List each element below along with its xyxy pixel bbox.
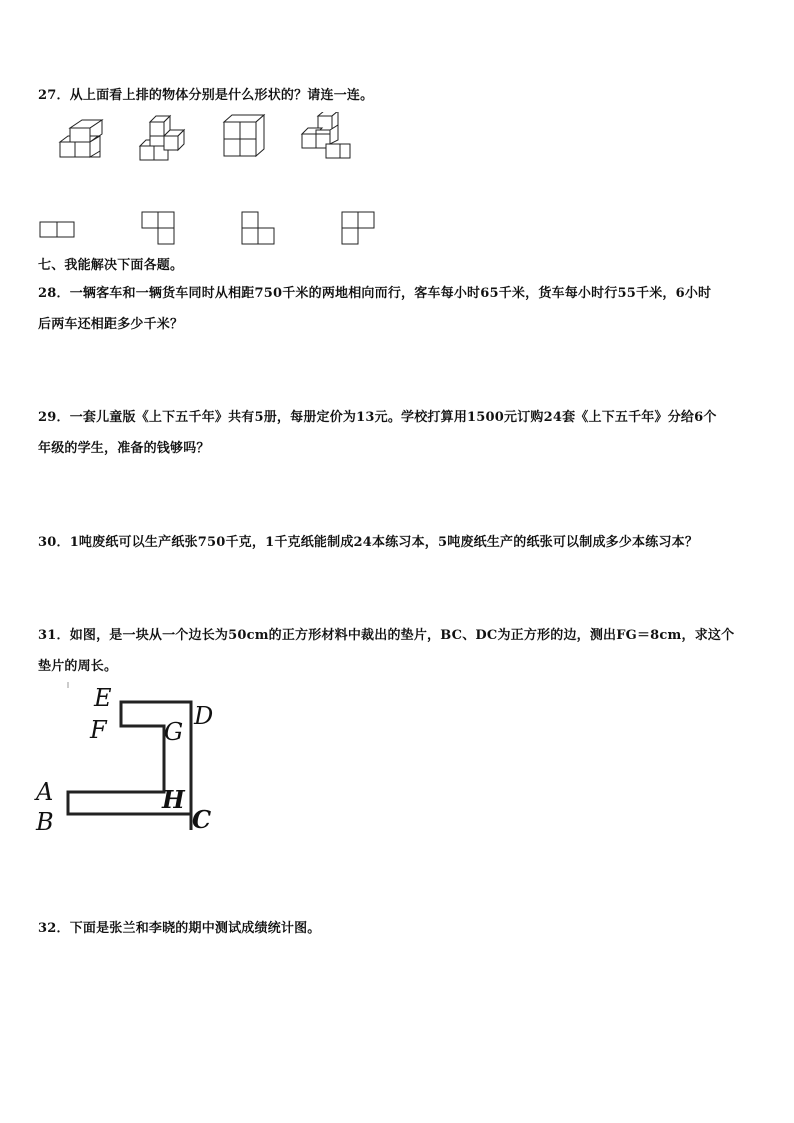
object-3	[224, 115, 264, 156]
label-H: H	[162, 785, 185, 814]
q29-line2: 年级的学生，准备的钱够吗？	[38, 441, 210, 456]
section-7-heading: 七、我能解决下面各题。	[38, 258, 184, 273]
view-2	[142, 212, 174, 244]
object-2	[140, 116, 184, 160]
label-E: E	[94, 684, 112, 712]
q29-line1: 29．一套儿童版《上下五千年》共有5册，每册定价为13元。学校打算用1500元订购24套《上下五千年》分给6个	[38, 410, 717, 425]
view-1	[40, 222, 74, 237]
view-3	[242, 212, 274, 244]
q31-line2: 垫片的周长。	[38, 659, 118, 674]
q28-line2: 后两车还相距多少千米？	[38, 317, 184, 332]
q27-top-views	[36, 208, 386, 250]
q31-gasket-diagram	[34, 680, 224, 840]
label-G: G	[164, 718, 184, 746]
q27-objects	[52, 112, 372, 170]
label-F: F	[90, 716, 107, 744]
view-4	[342, 212, 374, 244]
label-A: A	[36, 778, 54, 806]
q32-text: 32．下面是张兰和李晓的期中测试成绩统计图。	[38, 921, 321, 936]
q27-text: 27．从上面看上排的物体分别是什么形状的？请连一连。	[38, 88, 374, 103]
q28-line1: 28．一辆客车和一辆货车同时从相距750千米的两地相向而行，客车每小时65千米，货车每小时行55千米，6小时	[38, 286, 712, 301]
label-C: C	[192, 805, 212, 834]
q30-text: 30．1吨废纸可以生产纸张750千克，1千克纸能制成24本练习本，5吨废纸生产的纸张可以制成多少本练习本？	[38, 535, 699, 550]
object-1	[60, 120, 102, 157]
object-4	[302, 112, 350, 158]
label-D: D	[194, 702, 214, 730]
label-B: B	[36, 808, 54, 836]
q31-line1: 31．如图，是一块从一个边长为50cm的正方形材料中裁出的垫片，BC、DC为正方形的边，测出FG＝8cm，求这个	[38, 628, 735, 643]
